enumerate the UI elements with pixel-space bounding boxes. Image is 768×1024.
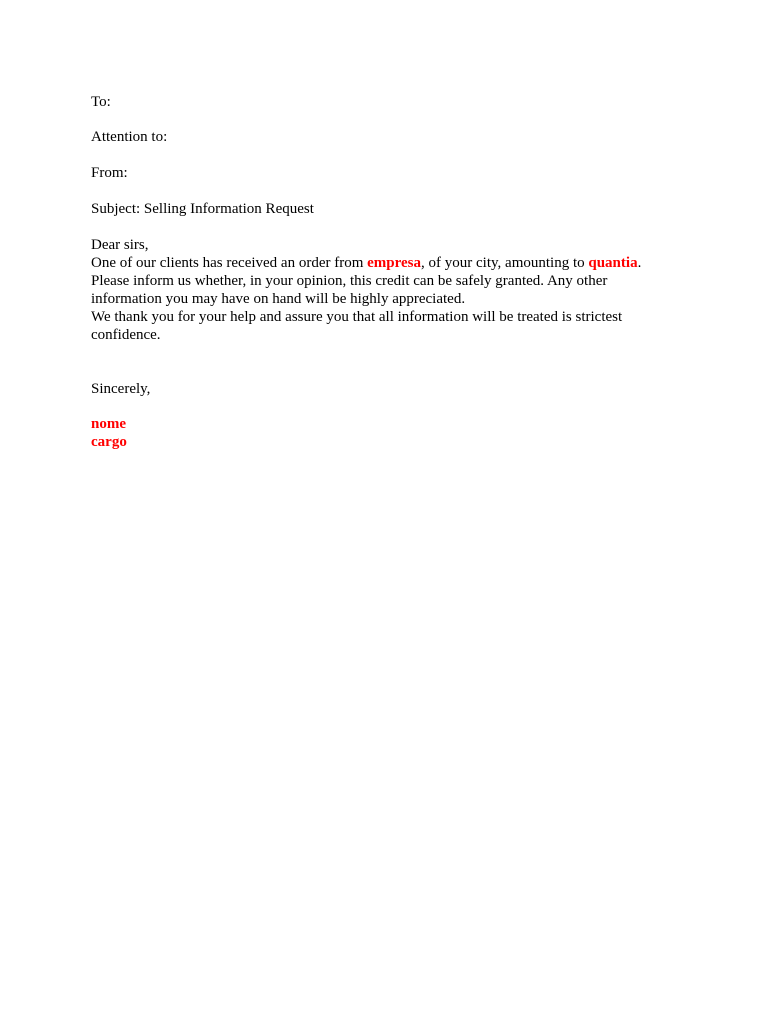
body-text: , of your city, amounting to <box>421 255 589 271</box>
subject-line: Subject: Selling Information Request <box>91 201 314 217</box>
amount-placeholder: quantia <box>588 255 638 271</box>
attention-line: Attention to: <box>91 129 168 145</box>
body-paragraph-3: We thank you for your help and assure you that all information will be treated is strictest confidence. <box>91 309 623 343</box>
body-paragraph-2: Please inform us whether, in your opinion, this credit can be safely granted. Any other information you may have on hand will be highly appreciated. <box>91 273 608 307</box>
salutation: Dear sirs, <box>91 237 149 253</box>
signature-title: cargo <box>91 434 127 450</box>
to-line: To: <box>91 94 111 110</box>
body-paragraph-1 <box>91 254 651 272</box>
company-placeholder: empresa <box>367 255 422 271</box>
from-line: From: <box>91 165 128 181</box>
letter-document <box>91 93 651 451</box>
closing: Sincerely, <box>91 381 151 397</box>
signature-name: nome <box>91 416 126 432</box>
body-text: One of our clients has received an order from <box>91 255 368 271</box>
body-text: . <box>637 255 642 271</box>
